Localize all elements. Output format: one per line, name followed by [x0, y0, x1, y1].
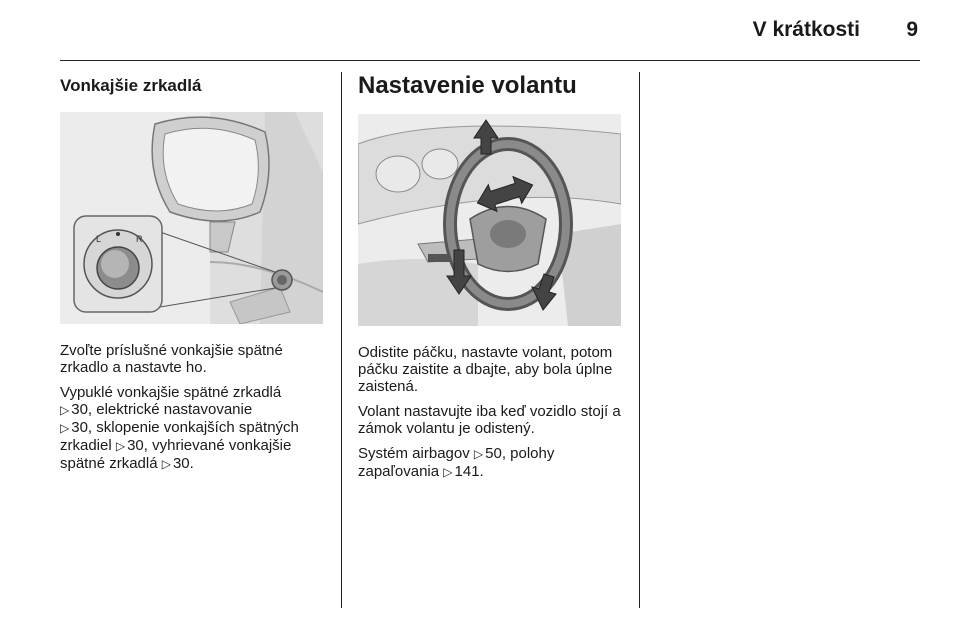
paragraph-references [358, 445, 623, 481]
steering-illustration-svg [358, 114, 621, 326]
triangle-reference-icon: ▷ [473, 447, 484, 461]
reference-text: . [189, 455, 194, 472]
paragraph-references [60, 384, 325, 473]
paragraph: Volant nastavujte iba keď vozidlo stojí a zámok volantu je odistený. [358, 403, 621, 437]
mirror-control-illustration [60, 112, 323, 324]
column-exterior-mirrors [60, 76, 325, 481]
page-reference-link[interactable]: 30 [71, 401, 88, 418]
paragraph: Odistite páčku, nastavte volant, potom páčku zaistite a dbajte, aby bola úplne zaistená. [358, 344, 613, 395]
triangle-reference-icon: ▷ [115, 439, 126, 453]
section-title: Nastavenie volantu [358, 72, 577, 99]
page-number: 9 [906, 18, 918, 41]
triangle-reference-icon: ▷ [161, 457, 171, 471]
page-reference-link[interactable]: 30 [71, 419, 88, 436]
triangle-reference-icon: ▷ [60, 403, 70, 417]
page-reference-link[interactable]: 30 [172, 455, 190, 472]
steering-wheel-illustration [358, 114, 621, 326]
reference-text: , sklopenie vonkajších spätných zrkadiel [60, 419, 299, 454]
page-reference-link[interactable]: 50 [485, 445, 502, 462]
svg-text:R: R [136, 234, 143, 244]
section-header-title: V krátkosti [752, 18, 860, 41]
svg-text:L: L [96, 234, 102, 244]
section-title: Vonkajšie zrkadlá [60, 76, 202, 95]
triangle-reference-icon: ▷ [443, 465, 453, 479]
paragraph: Zvoľte príslušné vonkajšie spätné zrkadlo a nastavte ho. [60, 342, 283, 376]
paragraph-text: Vypuklé vonkajšie spätné zrkadlá [60, 384, 282, 401]
reference-text: , elektrické nastavovanie [87, 401, 253, 418]
column-divider [639, 72, 640, 608]
reference-text: , polohy zapaľovania [358, 445, 555, 480]
reference-text: , vyhrievané vonkajšie spätné zrkadlá [60, 437, 292, 472]
header-rule [60, 60, 920, 61]
triangle-reference-icon: ▷ [60, 421, 70, 435]
reference-text: . [479, 463, 484, 480]
paragraph-text: Systém airbagov [358, 445, 470, 462]
page-reference-link[interactable]: 30 [127, 437, 144, 454]
page-reference-link[interactable]: 141 [454, 463, 480, 480]
column-divider [341, 72, 342, 608]
column-steering-wheel [358, 72, 623, 489]
mirror-illustration-svg [60, 112, 323, 324]
